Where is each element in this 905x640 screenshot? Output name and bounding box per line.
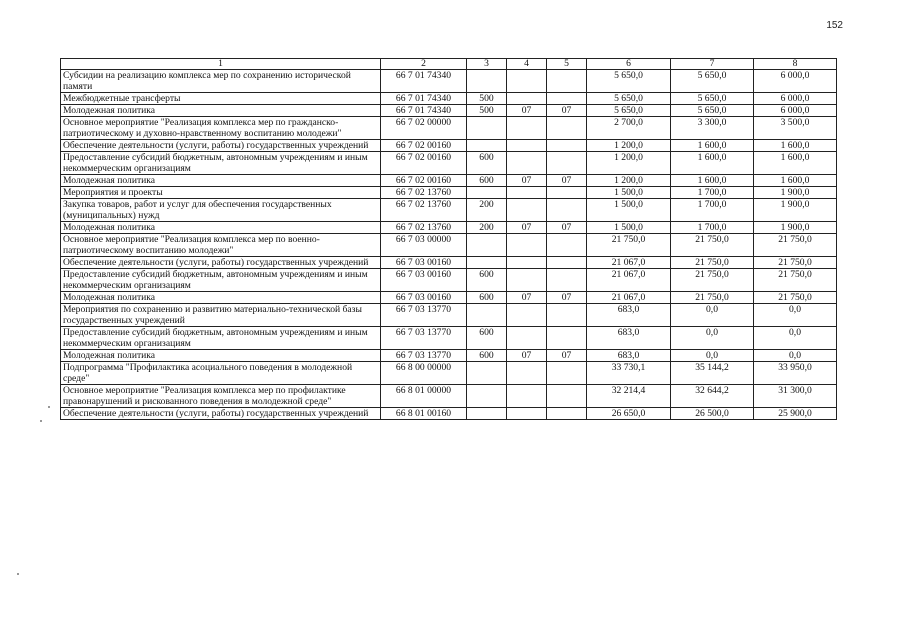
- row-expense-type-cell: [467, 187, 507, 199]
- row-subsection-cell: [547, 70, 587, 93]
- row-section-cell: 07: [507, 292, 547, 304]
- row-value-cell: 1 900,0: [754, 187, 837, 199]
- row-subsection-cell: 07: [547, 175, 587, 187]
- row-value-cell: 6 000,0: [754, 93, 837, 105]
- row-expense-type-cell: 600: [467, 292, 507, 304]
- row-value-cell: 1 500,0: [587, 222, 671, 234]
- row-expense-type-cell: 200: [467, 199, 507, 222]
- row-expense-type-cell: 500: [467, 93, 507, 105]
- row-code-cell: 66 7 02 00160: [381, 152, 467, 175]
- row-expense-type-cell: [467, 362, 507, 385]
- row-value-cell: 33 950,0: [754, 362, 837, 385]
- row-expense-type-cell: [467, 117, 507, 140]
- row-name-cell: Обеспечение деятельности (услуги, работы) государственных учреждений: [61, 140, 381, 152]
- row-expense-type-cell: 600: [467, 350, 507, 362]
- row-expense-type-cell: 500: [467, 105, 507, 117]
- row-name-cell: Молодежная политика: [61, 175, 381, 187]
- row-value-cell: 0,0: [754, 304, 837, 327]
- row-value-cell: 1 700,0: [671, 199, 754, 222]
- column-header: 4: [507, 59, 547, 70]
- row-name-cell: Основное мероприятие "Реализация комплекса мер по гражданско-патриотическому и духовно-нравственному воспитанию молодежи": [61, 117, 381, 140]
- table-row: [61, 187, 837, 199]
- row-expense-type-cell: 200: [467, 222, 507, 234]
- column-header: 7: [671, 59, 754, 70]
- row-value-cell: 26 650,0: [587, 408, 671, 420]
- row-section-cell: 07: [507, 175, 547, 187]
- row-expense-type-cell: [467, 140, 507, 152]
- row-value-cell: 1 600,0: [671, 152, 754, 175]
- row-value-cell: 21 750,0: [671, 234, 754, 257]
- table-row: [61, 152, 837, 175]
- row-code-cell: 66 8 01 00160: [381, 408, 467, 420]
- row-subsection-cell: [547, 408, 587, 420]
- row-section-cell: 07: [507, 105, 547, 117]
- row-expense-type-cell: [467, 257, 507, 269]
- row-code-cell: 66 7 01 74340: [381, 105, 467, 117]
- row-value-cell: 5 650,0: [671, 105, 754, 117]
- column-header: 5: [547, 59, 587, 70]
- row-value-cell: 21 067,0: [587, 269, 671, 292]
- row-value-cell: 3 300,0: [671, 117, 754, 140]
- scan-speck: [40, 420, 42, 422]
- table-body: [61, 70, 837, 420]
- row-value-cell: 33 730,1: [587, 362, 671, 385]
- row-subsection-cell: [547, 234, 587, 257]
- row-code-cell: 66 7 03 00160: [381, 257, 467, 269]
- row-value-cell: 31 300,0: [754, 385, 837, 408]
- row-expense-type-cell: [467, 304, 507, 327]
- row-name-cell: Закупка товаров, работ и услуг для обеспечения государственных (муниципальных) нужд: [61, 199, 381, 222]
- row-section-cell: [507, 385, 547, 408]
- row-value-cell: 21 067,0: [587, 292, 671, 304]
- row-section-cell: 07: [507, 350, 547, 362]
- row-expense-type-cell: 600: [467, 152, 507, 175]
- row-section-cell: [507, 234, 547, 257]
- column-header: 1: [61, 59, 381, 70]
- row-section-cell: [507, 304, 547, 327]
- table-row: [61, 269, 837, 292]
- row-value-cell: 32 214,4: [587, 385, 671, 408]
- row-value-cell: 0,0: [671, 304, 754, 327]
- table-row: [61, 257, 837, 269]
- row-subsection-cell: 07: [547, 105, 587, 117]
- row-subsection-cell: 07: [547, 222, 587, 234]
- row-value-cell: 1 600,0: [754, 140, 837, 152]
- row-code-cell: 66 7 03 00000: [381, 234, 467, 257]
- row-subsection-cell: [547, 140, 587, 152]
- row-value-cell: 1 900,0: [754, 222, 837, 234]
- column-header: 8: [754, 59, 837, 70]
- row-name-cell: Основное мероприятие "Реализация комплекса мер по профилактике правонарушений и рискованного поведения в молодежной среде": [61, 385, 381, 408]
- row-value-cell: 21 067,0: [587, 257, 671, 269]
- row-code-cell: 66 7 02 00000: [381, 117, 467, 140]
- table-row: [61, 105, 837, 117]
- row-subsection-cell: [547, 327, 587, 350]
- row-name-cell: Предоставление субсидий бюджетным, автономным учреждениям и иным некоммерческим организациям: [61, 152, 381, 175]
- row-value-cell: 683,0: [587, 304, 671, 327]
- row-subsection-cell: [547, 199, 587, 222]
- row-section-cell: [507, 70, 547, 93]
- row-section-cell: [507, 362, 547, 385]
- row-section-cell: [507, 327, 547, 350]
- row-name-cell: Основное мероприятие "Реализация комплекса мер по военно-патриотическому воспитанию молодежи": [61, 234, 381, 257]
- row-section-cell: [507, 117, 547, 140]
- row-value-cell: 1 700,0: [671, 187, 754, 199]
- row-name-cell: Предоставление субсидий бюджетным, автономным учреждениям и иным некоммерческим организациям: [61, 269, 381, 292]
- row-section-cell: [507, 257, 547, 269]
- row-subsection-cell: [547, 362, 587, 385]
- row-name-cell: Мероприятия и проекты: [61, 187, 381, 199]
- row-section-cell: [507, 140, 547, 152]
- row-section-cell: [507, 152, 547, 175]
- row-value-cell: 21 750,0: [587, 234, 671, 257]
- row-value-cell: 683,0: [587, 350, 671, 362]
- row-value-cell: 5 650,0: [587, 93, 671, 105]
- row-value-cell: 1 500,0: [587, 187, 671, 199]
- row-subsection-cell: 07: [547, 350, 587, 362]
- row-value-cell: 6 000,0: [754, 70, 837, 93]
- row-section-cell: [507, 93, 547, 105]
- row-expense-type-cell: [467, 385, 507, 408]
- table-row: [61, 70, 837, 93]
- row-value-cell: 6 000,0: [754, 105, 837, 117]
- row-value-cell: 25 900,0: [754, 408, 837, 420]
- row-value-cell: 21 750,0: [671, 257, 754, 269]
- table-row: [61, 292, 837, 304]
- row-name-cell: Субсидии на реализацию комплекса мер по сохранению исторической памяти: [61, 70, 381, 93]
- row-value-cell: 1 600,0: [671, 175, 754, 187]
- row-expense-type-cell: 600: [467, 269, 507, 292]
- table-row: [61, 140, 837, 152]
- row-value-cell: 35 144,2: [671, 362, 754, 385]
- row-value-cell: 3 500,0: [754, 117, 837, 140]
- row-name-cell: Обеспечение деятельности (услуги, работы) государственных учреждений: [61, 257, 381, 269]
- row-section-cell: [507, 199, 547, 222]
- table-row: [61, 222, 837, 234]
- row-subsection-cell: [547, 152, 587, 175]
- row-value-cell: 21 750,0: [754, 292, 837, 304]
- scan-speck: [17, 573, 19, 575]
- row-value-cell: 5 650,0: [671, 93, 754, 105]
- row-value-cell: 1 600,0: [754, 175, 837, 187]
- row-name-cell: Межбюджетные трансферты: [61, 93, 381, 105]
- row-name-cell: Предоставление субсидий бюджетным, автономным учреждениям и иным некоммерческим организациям: [61, 327, 381, 350]
- table-row: [61, 327, 837, 350]
- row-value-cell: 21 750,0: [754, 257, 837, 269]
- row-value-cell: 21 750,0: [754, 269, 837, 292]
- table-row: [61, 93, 837, 105]
- row-subsection-cell: [547, 93, 587, 105]
- row-value-cell: 2 700,0: [587, 117, 671, 140]
- row-expense-type-cell: 600: [467, 327, 507, 350]
- row-name-cell: Молодежная политика: [61, 222, 381, 234]
- row-subsection-cell: [547, 385, 587, 408]
- table-row: [61, 304, 837, 327]
- row-name-cell: Обеспечение деятельности (услуги, работы) государственных учреждений: [61, 408, 381, 420]
- row-code-cell: 66 8 01 00000: [381, 385, 467, 408]
- row-value-cell: 0,0: [671, 327, 754, 350]
- row-value-cell: 1 200,0: [587, 175, 671, 187]
- row-value-cell: 1 700,0: [671, 222, 754, 234]
- row-subsection-cell: [547, 187, 587, 199]
- row-code-cell: 66 7 02 00160: [381, 140, 467, 152]
- row-expense-type-cell: [467, 234, 507, 257]
- row-code-cell: 66 7 01 74340: [381, 93, 467, 105]
- row-code-cell: 66 7 02 13760: [381, 187, 467, 199]
- row-value-cell: 1 200,0: [587, 152, 671, 175]
- row-value-cell: 5 650,0: [587, 70, 671, 93]
- row-code-cell: 66 8 00 00000: [381, 362, 467, 385]
- row-value-cell: 683,0: [587, 327, 671, 350]
- row-value-cell: 21 750,0: [754, 234, 837, 257]
- table-row: [61, 385, 837, 408]
- table-row: [61, 350, 837, 362]
- row-value-cell: 21 750,0: [671, 292, 754, 304]
- table-row: [61, 234, 837, 257]
- budget-table: [60, 58, 837, 420]
- scan-speck: [48, 406, 50, 408]
- row-code-cell: 66 7 02 13760: [381, 222, 467, 234]
- row-code-cell: 66 7 01 74340: [381, 70, 467, 93]
- row-section-cell: [507, 187, 547, 199]
- row-code-cell: 66 7 02 13760: [381, 199, 467, 222]
- row-value-cell: 1 600,0: [671, 140, 754, 152]
- row-code-cell: 66 7 03 13770: [381, 327, 467, 350]
- row-name-cell: Молодежная политика: [61, 292, 381, 304]
- table-row: [61, 408, 837, 420]
- row-value-cell: 32 644,2: [671, 385, 754, 408]
- row-name-cell: Мероприятия по сохранению и развитию материально-технической базы государственных учреждений: [61, 304, 381, 327]
- row-expense-type-cell: [467, 408, 507, 420]
- row-value-cell: 0,0: [671, 350, 754, 362]
- row-value-cell: 0,0: [754, 327, 837, 350]
- row-code-cell: 66 7 02 00160: [381, 175, 467, 187]
- row-code-cell: 66 7 03 00160: [381, 269, 467, 292]
- row-value-cell: 1 200,0: [587, 140, 671, 152]
- row-section-cell: [507, 269, 547, 292]
- row-value-cell: 1 900,0: [754, 199, 837, 222]
- row-code-cell: 66 7 03 13770: [381, 350, 467, 362]
- row-value-cell: 0,0: [754, 350, 837, 362]
- row-subsection-cell: [547, 257, 587, 269]
- table-row: [61, 117, 837, 140]
- page-number: 152: [826, 20, 843, 31]
- column-header: 3: [467, 59, 507, 70]
- row-value-cell: 21 750,0: [671, 269, 754, 292]
- row-section-cell: [507, 408, 547, 420]
- row-name-cell: Молодежная политика: [61, 105, 381, 117]
- table-row: [61, 175, 837, 187]
- table-row: [61, 199, 837, 222]
- row-value-cell: 1 600,0: [754, 152, 837, 175]
- row-value-cell: 26 500,0: [671, 408, 754, 420]
- column-header: 2: [381, 59, 467, 70]
- row-code-cell: 66 7 03 13770: [381, 304, 467, 327]
- row-subsection-cell: [547, 269, 587, 292]
- row-subsection-cell: [547, 117, 587, 140]
- column-header: 6: [587, 59, 671, 70]
- row-value-cell: 5 650,0: [671, 70, 754, 93]
- row-value-cell: 1 500,0: [587, 199, 671, 222]
- row-subsection-cell: [547, 304, 587, 327]
- row-expense-type-cell: 600: [467, 175, 507, 187]
- table-header-row: [61, 59, 837, 70]
- row-subsection-cell: 07: [547, 292, 587, 304]
- table-row: [61, 362, 837, 385]
- row-section-cell: 07: [507, 222, 547, 234]
- row-name-cell: Подпрограмма "Профилактика асоциального поведения в молодежной среде": [61, 362, 381, 385]
- row-expense-type-cell: [467, 70, 507, 93]
- row-value-cell: 5 650,0: [587, 105, 671, 117]
- row-name-cell: Молодежная политика: [61, 350, 381, 362]
- row-code-cell: 66 7 03 00160: [381, 292, 467, 304]
